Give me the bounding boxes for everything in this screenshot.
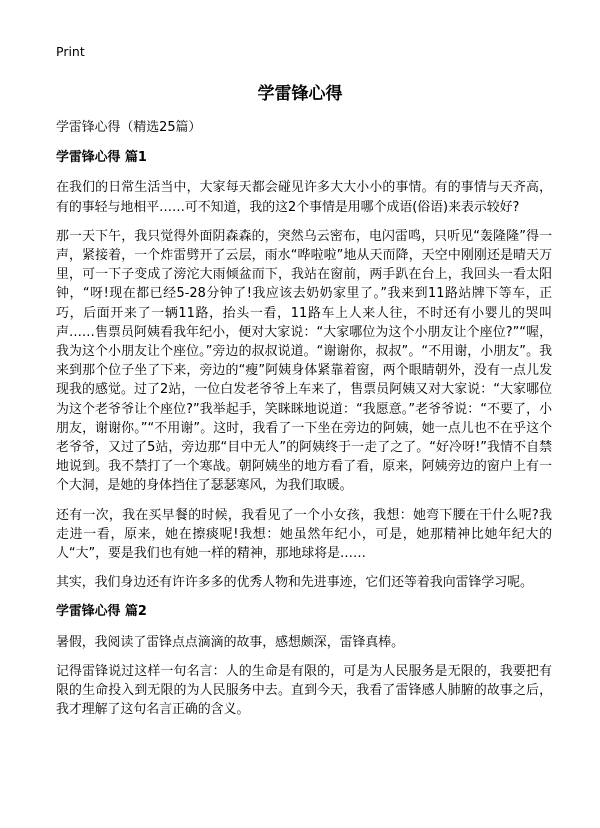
section-heading: 学雷锋心得 篇2	[56, 604, 147, 620]
paragraph: 那一天下午，我只觉得外面阴森森的，突然乌云密布，电闪雷鸣，只听见“轰隆隆”得一声，紧接着，一个炸雷劈开了云层，雨水“哗啦啦”地从天而降，天空中刚刚还是晴天万里，可一下子变成了滂沱大雨倾盆而下，我站在窗前，两手趴在台上，我回头一看太阳钟，“呀!现在都已经5-28分钟了!我应该去奶奶家里了。”我来到11路站牌下等车，正巧，后面开来了一辆11路，抬头一看，11路车上人来人往，不时还有小婴儿的哭叫声……售票员阿姨看我年纪小，便对大家说：“大家哪位为这个小朋友让个座位?”“喔，我为这个小朋友让个座位。”旁边的叔叔说道。“谢谢你，叔叔”。“不用谢，小朋友”。我来到那个位子坐了下来，旁边的“瘦”阿姨身体紧靠着窗，两个眼睛朝外，没有一点儿发现我的感觉。过了2站，一位白发老爷爷上车来了，售票员阿姨又对大家说：“大家哪位为这个老爷爷让个座位?”我举起手，笑眯眯地说道：“我愿意。”老爷爷说：“不要了，小朋友，谢谢你。”“不用谢”。这时，我看了一下坐在旁边的阿姨，她一点儿也不在乎这个老爷爷，又过了5站，旁边那“目中无人”的阿姨终于一走了之了。“好冷呀!”我情不自禁地说到。我不禁打了一个寒战。朝阿姨坐的地方看了看，原来，阿姨旁边的窗户上有一个大洞，是她的身体挡住了瑟瑟寒风，为我们取暖。	[56, 228, 552, 494]
paragraph: 其实，我们身边还有许许多多的优秀人物和先进事迹，它们还等着我向雷锋学习呢。	[56, 575, 533, 591]
paragraph: 记得雷锋说过这样一句名言：人的生命是有限的，可是为人民服务是无限的，我要把有限的生命投入到无限的为人民服务中去。直到今天，我看了雷锋感人肺腑的故事之后，我才理解了这句名言正确的含义。	[56, 663, 552, 718]
paragraph: 还有一次，我在买早餐的时候，我看见了一个小女孩，我想：她弯下腰在干什么呢?我走进一看，原来，她在擦痰呢!我想：她虽然年纪小，可是，她那精神比她年纪大的人“大”，要是我们也有她一样的精神，那地球将是……	[56, 507, 552, 562]
document-body	[56, 118, 552, 729]
paragraph: 暑假，我阅读了雷锋点点滴滴的故事，感想颇深，雷锋真棒。	[56, 634, 405, 650]
document-subtitle: 学雷锋心得（精选25篇）	[56, 120, 202, 135]
section-2	[56, 602, 552, 719]
paragraph: 在我们的日常生活当中，大家每天都会碰见许多大大小小的事情。有的事情与天齐高，有的事轻与地相平……可不知道，我的这2个事情是用哪个成语(俗语)来表示较好?	[56, 180, 552, 215]
section-1	[56, 148, 552, 592]
page-title: 学雷锋心得	[257, 84, 343, 104]
print-label[interactable]: Print	[56, 44, 85, 59]
section-heading: 学雷锋心得 篇1	[56, 150, 147, 166]
